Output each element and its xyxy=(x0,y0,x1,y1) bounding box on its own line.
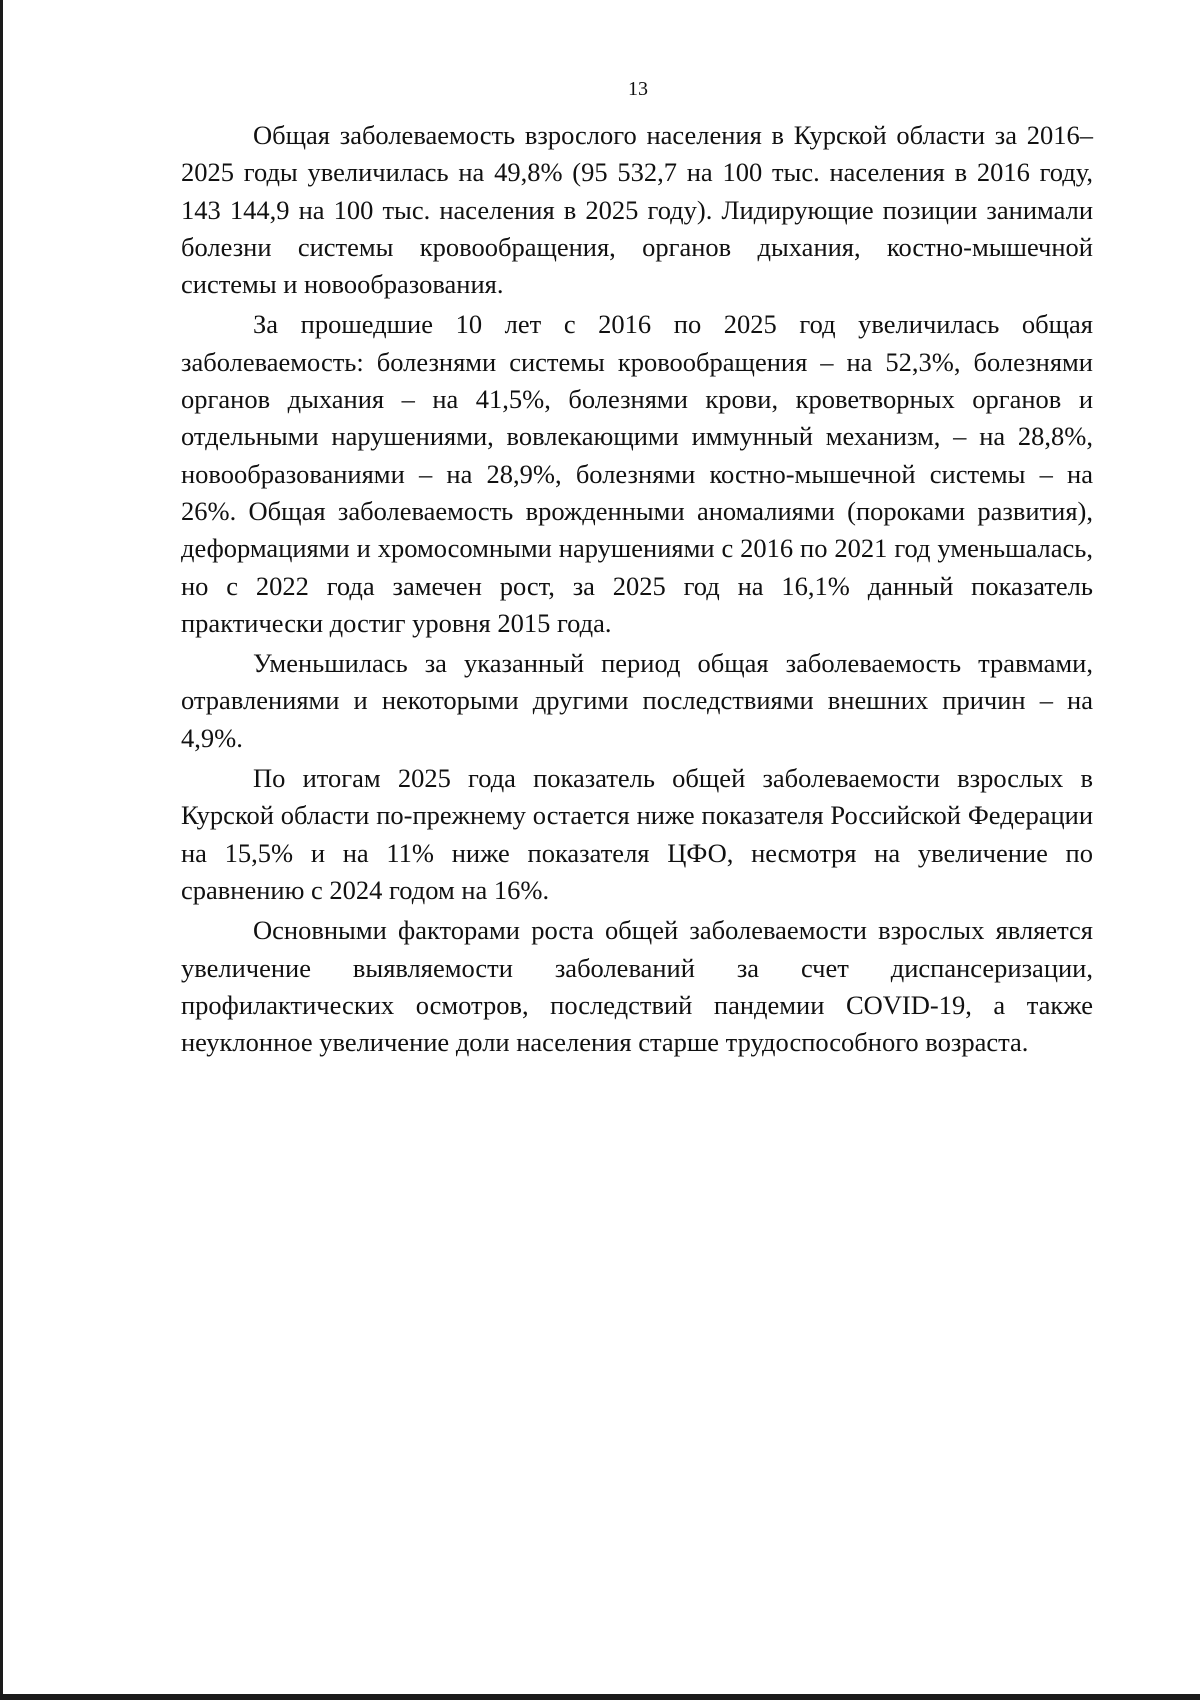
document-body xyxy=(181,117,1093,1064)
paragraph-2025-comparison: По итогам 2025 года показатель общей заболеваемости взрослых в Курской области по-прежнему остается ниже показателя Российской Федерации на 15,5% и на 11% ниже показателя ЦФО, несмотря на увеличение по сравнению с 2024 годом на 16%. xyxy=(181,763,1093,905)
paragraph-injuries-decrease: Уменьшилась за указанный период общая заболеваемость травмами, отравлениями и некоторыми другими последствиями внешних причин – на 4,9%. xyxy=(181,648,1093,753)
paragraph-ten-year-increase: За прошедшие 10 лет с 2016 по 2025 год увеличилась общая заболеваемость: болезнями системы кровообращения – на 52,3%, болезнями органов дыхания – на 41,5%, болезнями крови, кроветворных органов и отдельными нарушениями, вовлекающими иммунный механизм, – на 28,8%, новообразованиями – на 28,9%, болезнями костно-мышечной системы – на 26%. Общая заболеваемость врожденными аномалиями (пороками развития), деформациями и хромосомными нарушениями с 2016 по 2021 год уменьшалась, но с 2022 года замечен рост, за 2025 год на 16,1% данный показатель практически достиг уровня 2015 года. xyxy=(181,309,1093,638)
paragraph-growth-factors: Основными факторами роста общей заболеваемости взрослых является увеличение выявляемости заболеваний за счет диспансеризации, профилактических осмотров, последствий пандемии COVID-19, а также неуклонное увеличение доли населения старше трудоспособного возраста. xyxy=(181,915,1093,1058)
page-number: 13 xyxy=(628,78,648,100)
paragraph-overall-morbidity: Общая заболеваемость взрослого населения в Курской области за 2016–2025 годы увеличилась на 49,8% (95 532,7 на 100 тыс. населения в 2016 году, 143 144,9 на 100 тыс. населения в 2025 году). Лидирующие позиции занимали болезни системы кровообращения, органов дыхания, костно-мышечной системы и новообразования. xyxy=(181,120,1093,300)
scan-edge-left xyxy=(0,0,3,1700)
scan-edge-bottom xyxy=(0,1694,1200,1700)
